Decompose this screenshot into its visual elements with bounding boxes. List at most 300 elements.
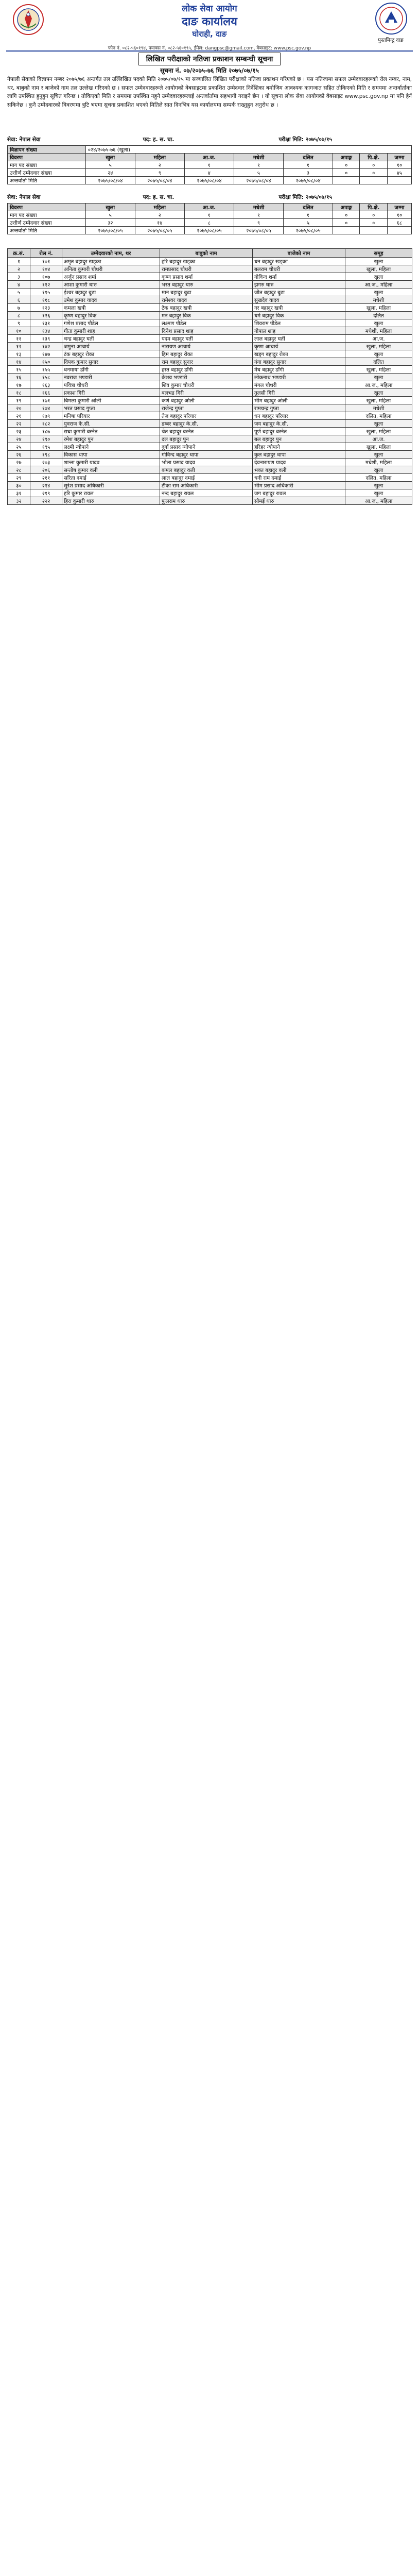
candidate-cell: तुलसी गिरी <box>253 389 345 397</box>
candidate-cell: दिनेश प्रसाद शाह <box>160 327 253 335</box>
summary-cell: २०७५/०८/०४ <box>85 177 135 184</box>
candidate-cell: टीका राम अधिकारी <box>160 482 253 489</box>
candidate-cell: १६६ <box>30 389 62 397</box>
candidate-cell: कृष्ण प्रसाद शर्मा <box>160 273 253 281</box>
candidate-cell: २४ <box>8 435 30 443</box>
candidate-cell: खुला, महिला <box>345 343 412 350</box>
summary-cell: उत्तीर्ण उम्मेदवार संख्या <box>8 219 86 227</box>
candidate-cell: दल बहादुर पुन <box>160 435 253 443</box>
position-1-meta <box>7 136 412 143</box>
candidate-row <box>8 428 412 435</box>
summary-cell <box>360 227 388 234</box>
candidate-cell: खुला, महिला <box>345 428 412 435</box>
candidate-cell: मन बहादुर विक <box>160 312 253 319</box>
candidate-row <box>8 474 412 482</box>
candidate-cell: लक्ष्मण पौडेल <box>160 319 253 327</box>
office-name: दाङ कार्यालय <box>182 15 237 28</box>
candidate-cell: २७ <box>8 459 30 466</box>
notice-title-box <box>0 53 419 65</box>
candidate-cell: गणेश प्रसाद पौडेल <box>62 319 160 327</box>
position-2-meta <box>7 194 412 201</box>
candidate-cell: लाल बहादुर घर्ती <box>253 335 345 343</box>
column-header: समूह <box>345 249 412 258</box>
candidate-cell: ५ <box>8 289 30 296</box>
candidate-cell: २११ <box>30 474 62 482</box>
candidate-cell: ११५ <box>30 289 62 296</box>
candidate-cell: १९८ <box>30 451 62 459</box>
candidate-cell: सरिता दमाई <box>62 474 160 482</box>
summary-cell: उत्तीर्ण उम्मेदवार संख्या <box>8 169 86 177</box>
candidate-cell: धन बहादुर परियार <box>253 412 345 420</box>
summary-cell: ६८ <box>388 219 412 227</box>
candidate-cell: लोकनाथ भण्डारी <box>253 374 345 381</box>
candidate-row <box>8 435 412 443</box>
candidate-cell: जय बहादुर के.सी. <box>253 420 345 428</box>
candidate-row <box>8 489 412 497</box>
candidate-cell: नर बहादुर खत्री <box>253 304 345 312</box>
candidate-cell: भीम प्रसाद अधिकारी <box>253 482 345 489</box>
summary-cell: ० <box>333 169 360 177</box>
candidate-cell: १५० <box>30 358 62 366</box>
candidate-cell: नारायण आचार्य <box>160 343 253 350</box>
candidate-cell: चन्द्र बहादुर घर्ती <box>62 335 160 343</box>
candidate-cell: दलित <box>345 312 412 319</box>
summary-cell: २ <box>135 211 184 219</box>
candidate-cell: ६ <box>8 296 30 304</box>
summary-cell <box>333 227 360 234</box>
candidate-cell: खुला <box>345 258 412 265</box>
summary-cell: २०७५/०८/०४ <box>135 177 184 184</box>
candidate-cell: ३२ <box>8 497 30 505</box>
candidate-list <box>7 248 412 505</box>
candidate-cell: १०४ <box>30 265 62 273</box>
candidate-cell: सुखदेव यादव <box>253 296 345 304</box>
candidate-cell: भोला प्रसाद यादव <box>160 459 253 466</box>
summary-header: जम्मा <box>388 204 412 211</box>
summary-header: खुला <box>85 154 135 161</box>
candidate-row <box>8 412 412 420</box>
candidate-cell: शान्ता कुमारी यादव <box>62 459 160 466</box>
candidate-row <box>8 358 412 366</box>
summary-header: दलित <box>283 154 333 161</box>
candidate-cell: हरि कुमार रावल <box>62 489 160 497</box>
candidate-cell: आ.ज. <box>345 435 412 443</box>
candidate-cell: कमला खत्री <box>62 304 160 312</box>
candidate-cell: १३१ <box>30 319 62 327</box>
candidate-cell: १८७ <box>30 428 62 435</box>
summary-cell: २०७५/०८/०४ <box>184 177 234 184</box>
summary-cell: १ <box>283 211 333 219</box>
candidate-cell: खुला <box>345 420 412 428</box>
candidate-cell: १२६ <box>30 312 62 319</box>
candidate-cell: ११८ <box>30 296 62 304</box>
position-2-date: परीक्षा मिति: २०७५/०७/१५ <box>278 194 333 200</box>
candidate-cell: फुलराम थारु <box>160 497 253 505</box>
candidate-cell: रामेश्वर यादव <box>160 296 253 304</box>
candidate-cell: भरत प्रसाद गुप्ता <box>62 404 160 412</box>
candidate-row <box>8 497 412 505</box>
summary-cell: १४ <box>135 219 184 227</box>
candidate-cell: २५ <box>8 443 30 451</box>
summary-header: विवरण <box>8 204 86 211</box>
candidate-cell: खुला <box>345 451 412 459</box>
candidate-cell: गीता कुमारी शाह <box>62 327 160 335</box>
candidate-cell: १७१ <box>30 397 62 404</box>
summary-cell: ३२ <box>85 219 135 227</box>
summary-cell: २४ <box>85 169 135 177</box>
candidate-cell: १७ <box>8 381 30 389</box>
summary-table-1 <box>7 145 412 184</box>
candidate-cell: १४२ <box>30 343 62 350</box>
candidate-row <box>8 397 412 404</box>
candidate-cell: खुला, महिला <box>345 265 412 273</box>
candidate-cell: १०७ <box>30 273 62 281</box>
contact-info: फोन नं. ०८२-५६०१९४, फ्याक्स नं. ०८२-५६०१९५, ईमेल: dangpsc@gmail.com, वेबसाइट: www.psc.gov.np <box>108 46 311 51</box>
candidate-row <box>8 319 412 327</box>
candidate-cell: जीत बहादुर बुढा <box>253 289 345 296</box>
candidate-cell: खुला <box>345 273 412 281</box>
candidate-cell: १७९ <box>30 412 62 420</box>
candidate-cell: राधा कुमारी बस्नेत <box>62 428 160 435</box>
candidate-cell: १०१ <box>30 258 62 265</box>
candidate-cell: ३० <box>8 482 30 489</box>
candidate-cell: ७ <box>8 304 30 312</box>
letterhead-divider <box>6 50 413 52</box>
candidate-cell: जमुना आचार्य <box>62 343 160 350</box>
candidate-cell: अमृत बहादुर खड्का <box>62 258 160 265</box>
candidate-cell: १८ <box>8 389 30 397</box>
summary-cell: माग पद संख्या <box>8 211 86 219</box>
candidate-cell: ईश्वर बहादुर बुढा <box>62 289 160 296</box>
candidate-cell: २०६ <box>30 466 62 474</box>
summary-header: खुला <box>85 204 135 211</box>
logo-caption: पुस्तमिन्टु दाङ <box>378 38 404 43</box>
notice-body: नेपाली सेवाको विज्ञापन नम्बर २०७५/७६ अन्तर्गत तल उल्लिखित पदको मिति २०७५/०७/१५ मा सञ्चालित लिखित परीक्षाको नतिजा प्रकाशन गरिएको छ । यस नतिजामा सफल उम्मेदवारहरूको रोल नम्बर, नाम, थर, बाबुको नाम र बाजेको नाम तल उल्लेख गरिएको छ । सफल उम्मेदवारहरूले आयोगको वेबसाइटमा प्रकाशित उम्मेदवार निर्देशिका बमोजिम आवश्यक कागजात सहित तोकिएको मिति र समयमा अन्तर्वार्ताका लागि उपस्थित हुनुहुन सूचित गरिन्छ । तोकिएको मिति र समयमा उपस्थित नहुने उम्मेदवारहरूलाई अन्तर्वार्तामा सहभागी गराइने छैन । यो सूचना लोक सेवा आयोगको वेबसाइट www.psc.gov.np मा पनि हेर्न सकिनेछ । कुनै उम्मेदवारको विवरणमा त्रुटि भएमा सूचना प्रकाशित भएको मितिले सात दिनभित्र यस कार्यालयमा सम्पर्क राख्नुहुन अनुरोध छ । <box>7 76 412 108</box>
candidate-cell: २० <box>8 404 30 412</box>
candidate-cell: हस्त बहादुर डाँगी <box>160 366 253 374</box>
summary-header: पि.क्षे. <box>360 204 388 211</box>
summary-cell: २०७५/०८/०५ <box>85 227 135 234</box>
candidate-cell: कमल बहादुर वली <box>160 466 253 474</box>
summary-cell: १ <box>184 161 234 169</box>
candidate-cell: बलराम चौधरी <box>253 265 345 273</box>
column-header: बाबुको नाम <box>160 249 253 258</box>
candidate-cell: १९० <box>30 435 62 443</box>
candidate-cell: खुला <box>345 489 412 497</box>
candidate-cell: दलित, महिला <box>345 474 412 482</box>
candidate-cell: १२३ <box>30 304 62 312</box>
candidate-row <box>8 381 412 389</box>
candidate-cell: लक्ष्मी न्यौपाने <box>62 443 160 451</box>
candidate-row <box>8 482 412 489</box>
summary-header: जम्मा <box>388 154 412 161</box>
candidate-cell: खुला, महिला <box>345 366 412 374</box>
column-header: क्र.सं. <box>8 249 30 258</box>
summary-cell: २०७५/०८/०५ <box>234 227 283 234</box>
summary-cell: २०७५/०८/०५ <box>184 227 234 234</box>
summary-header: विवरण <box>8 154 86 161</box>
candidate-cell: मेघ बहादुर डाँगी <box>253 366 345 374</box>
candidate-cell: तेज बहादुर परियार <box>160 412 253 420</box>
summary-cell: ० <box>333 211 360 219</box>
candidate-cell: दिपक कुमार सुनार <box>62 358 160 366</box>
candidate-cell: ३१ <box>8 489 30 497</box>
candidate-cell: देवनारायण यादव <box>253 459 345 466</box>
candidate-cell: जग बहादुर रावल <box>253 489 345 497</box>
summary-cell: ० <box>360 169 388 177</box>
candidate-header-row <box>8 249 412 258</box>
candidate-cell: ४ <box>8 281 30 289</box>
summary-cell: १० <box>388 211 412 219</box>
candidate-cell: ३ <box>8 273 30 281</box>
summary-header: अपाङ्ग <box>333 204 360 211</box>
candidate-cell: बिमला कुमारी ओली <box>62 397 160 404</box>
candidate-cell: मंगल चौधरी <box>253 381 345 389</box>
candidate-cell: प्रकाश गिरी <box>62 389 160 397</box>
candidate-cell: पदम बहादुर घर्ती <box>160 335 253 343</box>
candidate-cell: कृष्ण आचार्य <box>253 343 345 350</box>
candidate-cell: आ.ज., महिला <box>345 281 412 289</box>
candidate-cell: टेक बहादुर खत्री <box>160 304 253 312</box>
candidate-cell: उमेश कुमार यादव <box>62 296 160 304</box>
summary-cell: ८ <box>184 219 234 227</box>
candidate-cell: कर्ण बहादुर ओली <box>160 397 253 404</box>
candidate-cell: मधेशी <box>345 404 412 412</box>
summary-cell: अन्तर्वार्ता मिति <box>8 177 86 184</box>
candidate-cell: १५५ <box>30 366 62 374</box>
summary-cell: १ <box>234 211 283 219</box>
position-1-service: सेवा: नेपाल सेवा <box>7 137 41 143</box>
candidate-cell: २०३ <box>30 459 62 466</box>
candidate-cell: २१९ <box>30 489 62 497</box>
candidate-table <box>7 248 412 505</box>
summary-cell: २०७५/०८/०४ <box>283 177 333 184</box>
candidate-cell: विकास थापा <box>62 451 160 459</box>
summary-cell: ४५ <box>388 169 412 177</box>
candidate-cell: खुला, महिला <box>345 304 412 312</box>
candidate-cell: १३४ <box>30 327 62 335</box>
candidate-cell: ८ <box>8 312 30 319</box>
candidate-cell: कुल बहादुर थापा <box>253 451 345 459</box>
candidate-cell: मान बहादुर बुढा <box>160 289 253 296</box>
candidate-cell: १३ <box>8 350 30 358</box>
candidate-cell: खुला, महिला <box>345 397 412 404</box>
summary-cell: २ <box>135 161 184 169</box>
summary-cell <box>360 177 388 184</box>
summary-header: आ.ज. <box>184 204 234 211</box>
notice-number: सूचना नं. ०७/२०७५-७६ मिति २०७५/०७/१५ <box>160 67 259 74</box>
candidate-cell: १ <box>8 258 30 265</box>
summary-cell: ५ <box>85 161 135 169</box>
candidate-cell: २१ <box>8 412 30 420</box>
candidate-row <box>8 304 412 312</box>
column-header: उम्मेदवारको नाम, थर <box>62 249 160 258</box>
summary-cell: माग पद संख्या <box>8 161 86 169</box>
candidate-cell: कृष्ण बहादुर विक <box>62 312 160 319</box>
candidate-cell: ९ <box>8 319 30 327</box>
summary-cell: ९ <box>234 219 283 227</box>
candidate-cell: ११ <box>8 335 30 343</box>
candidate-cell: हरि बहादुर खड्का <box>160 258 253 265</box>
candidate-cell: मधेशी, महिला <box>345 327 412 335</box>
candidate-cell: रमेश बहादुर पुन <box>62 435 160 443</box>
candidate-cell: आशा कुमारी थारु <box>62 281 160 289</box>
candidate-cell: भीम बहादुर ओली <box>253 397 345 404</box>
column-header: रोल नं. <box>30 249 62 258</box>
candidate-row <box>8 258 412 265</box>
summary-cell: ५ <box>85 211 135 219</box>
advertisement-value: ०२४/२०७५-७६ (खुला) <box>85 146 411 154</box>
summary-cell: ० <box>333 219 360 227</box>
candidate-cell: डम्बर बहादुर के.सी. <box>160 420 253 428</box>
summary-cell: २०७५/०८/०४ <box>234 177 283 184</box>
candidate-cell: खुला <box>345 289 412 296</box>
candidate-cell: १५ <box>8 366 30 374</box>
candidate-cell: रामचन्द्र गुप्ता <box>253 404 345 412</box>
candidate-cell: धन बहादुर खड्का <box>253 258 345 265</box>
candidate-cell: खुला <box>345 319 412 327</box>
summary-cell: ५ <box>283 219 333 227</box>
candidate-row <box>8 343 412 350</box>
candidate-row <box>8 335 412 343</box>
candidate-cell: सन्तोष कुमार वली <box>62 466 160 474</box>
candidate-cell: भरत बहादुर थारु <box>160 281 253 289</box>
candidate-cell: मधेशी, महिला <box>345 459 412 466</box>
summary-cell: ९ <box>135 169 184 177</box>
candidate-cell: आ.ज. <box>345 335 412 343</box>
summary-cell <box>388 177 412 184</box>
summary-header: आ.ज. <box>184 154 234 161</box>
summary-cell: २०७५/०८/०५ <box>135 227 184 234</box>
summary-cell: १ <box>234 161 283 169</box>
candidate-rows <box>8 258 412 505</box>
candidate-row <box>8 350 412 358</box>
candidate-cell: गोविन्द शर्मा <box>253 273 345 281</box>
candidate-cell: २ <box>8 265 30 273</box>
candidate-row <box>8 366 412 374</box>
position-1-level: पद: ह. स. चा. <box>143 137 174 143</box>
candidate-cell: १४ <box>8 358 30 366</box>
candidate-cell: दुर्गा प्रसाद न्यौपाने <box>160 443 253 451</box>
summary-header: महिला <box>135 154 184 161</box>
candidate-cell: १३९ <box>30 335 62 343</box>
position-2-service: सेवा: नेपाल सेवा <box>7 194 41 200</box>
advertisement-label: विज्ञापन संख्या <box>8 146 86 154</box>
candidate-cell: १० <box>8 327 30 335</box>
summary-header: मधेशी <box>234 204 283 211</box>
candidate-cell: चेत बहादुर बस्नेत <box>160 428 253 435</box>
candidate-cell: खुला <box>345 374 412 381</box>
candidate-row <box>8 312 412 319</box>
summary-header: मधेशी <box>234 154 283 161</box>
candidate-cell: आ.ज., महिला <box>345 497 412 505</box>
candidate-cell: बल बहादुर पुन <box>253 435 345 443</box>
candidate-cell: पूर्ण बहादुर बस्नेत <box>253 428 345 435</box>
summary-cell: १ <box>283 161 333 169</box>
candidate-row <box>8 327 412 335</box>
candidate-cell: हिरा कुमारी थारु <box>62 497 160 505</box>
candidate-cell: हिम बहादुर रोका <box>160 350 253 358</box>
summary-cell <box>333 177 360 184</box>
candidate-cell: पवित्रा चौधरी <box>62 381 160 389</box>
candidate-row <box>8 389 412 397</box>
candidate-cell: मनिषा परियार <box>62 412 160 420</box>
letterhead <box>0 0 419 52</box>
position-1-date: परीक्षा मिति: २०७५/०७/१५ <box>278 137 333 143</box>
candidate-row <box>8 273 412 281</box>
summary-header: अपाङ्ग <box>333 154 360 161</box>
candidate-cell: राम बहादुर सुनार <box>160 358 253 366</box>
summary-cell: ० <box>360 211 388 219</box>
candidate-row <box>8 466 412 474</box>
candidate-cell: १४७ <box>30 350 62 358</box>
candidate-cell: रामप्रसाद चौधरी <box>160 265 253 273</box>
psc-logo-icon <box>375 2 408 35</box>
candidate-cell: खुला <box>345 389 412 397</box>
candidate-cell: धर्म बहादुर विक <box>253 312 345 319</box>
summary-table-2 <box>7 203 412 234</box>
candidate-cell: हरिहर न्यौपाने <box>253 443 345 451</box>
candidate-cell: खुला, महिला <box>345 443 412 451</box>
notice-title: लिखित परीक्षाको नतिजा प्रकाशन सम्बन्धी सूचना <box>138 53 281 65</box>
summary-cell: ४ <box>184 169 234 177</box>
candidate-cell: खड्ग बहादुर रोका <box>253 350 345 358</box>
candidate-cell: राजेन्द्र गुप्ता <box>160 404 253 412</box>
candidate-cell: युवराज के.सी. <box>62 420 160 428</box>
candidate-cell: १६ <box>8 374 30 381</box>
candidate-row <box>8 451 412 459</box>
column-header: बाजेको नाम <box>253 249 345 258</box>
candidate-cell: भक्त बहादुर वली <box>253 466 345 474</box>
candidate-row <box>8 289 412 296</box>
summary-cell: १० <box>388 161 412 169</box>
candidate-cell: २१४ <box>30 482 62 489</box>
summary-cell: अन्तर्वार्ता मिति <box>8 227 86 234</box>
summary-cell: १ <box>184 211 234 219</box>
candidate-cell: १९५ <box>30 443 62 451</box>
candidate-cell: २९ <box>8 474 30 482</box>
candidate-cell: सोमई थारु <box>253 497 345 505</box>
candidate-cell: २६ <box>8 451 30 459</box>
summary-cell: २०७५/०८/०५ <box>283 227 333 234</box>
candidate-cell: खुला <box>345 466 412 474</box>
candidate-cell: २३ <box>8 428 30 435</box>
candidate-cell: गोपाल शाह <box>253 327 345 335</box>
candidate-row <box>8 296 412 304</box>
candidate-row <box>8 265 412 273</box>
commission-name: लोक सेवा आयोग <box>182 4 237 14</box>
candidate-cell: १९ <box>8 397 30 404</box>
office-location: घोराही, दाङ <box>192 29 227 39</box>
candidate-cell: धनी राम दमाई <box>253 474 345 482</box>
candidate-cell: शिव कुमार चौधरी <box>160 381 253 389</box>
candidate-cell: खुला <box>345 350 412 358</box>
summary-header: दलित <box>283 204 333 211</box>
candidate-row <box>8 404 412 412</box>
candidate-cell: झगरु थारु <box>253 281 345 289</box>
summary-cell: ५ <box>234 169 283 177</box>
candidate-cell: अनिता कुमारी चौधरी <box>62 265 160 273</box>
candidate-row <box>8 374 412 381</box>
candidate-row <box>8 420 412 428</box>
summary-cell: ० <box>360 219 388 227</box>
candidate-cell: दलित, महिला <box>345 412 412 420</box>
candidate-row <box>8 281 412 289</box>
summary-cell: ० <box>333 161 360 169</box>
candidate-cell: १६३ <box>30 381 62 389</box>
summary-header: महिला <box>135 204 184 211</box>
candidate-cell: ११२ <box>30 281 62 289</box>
